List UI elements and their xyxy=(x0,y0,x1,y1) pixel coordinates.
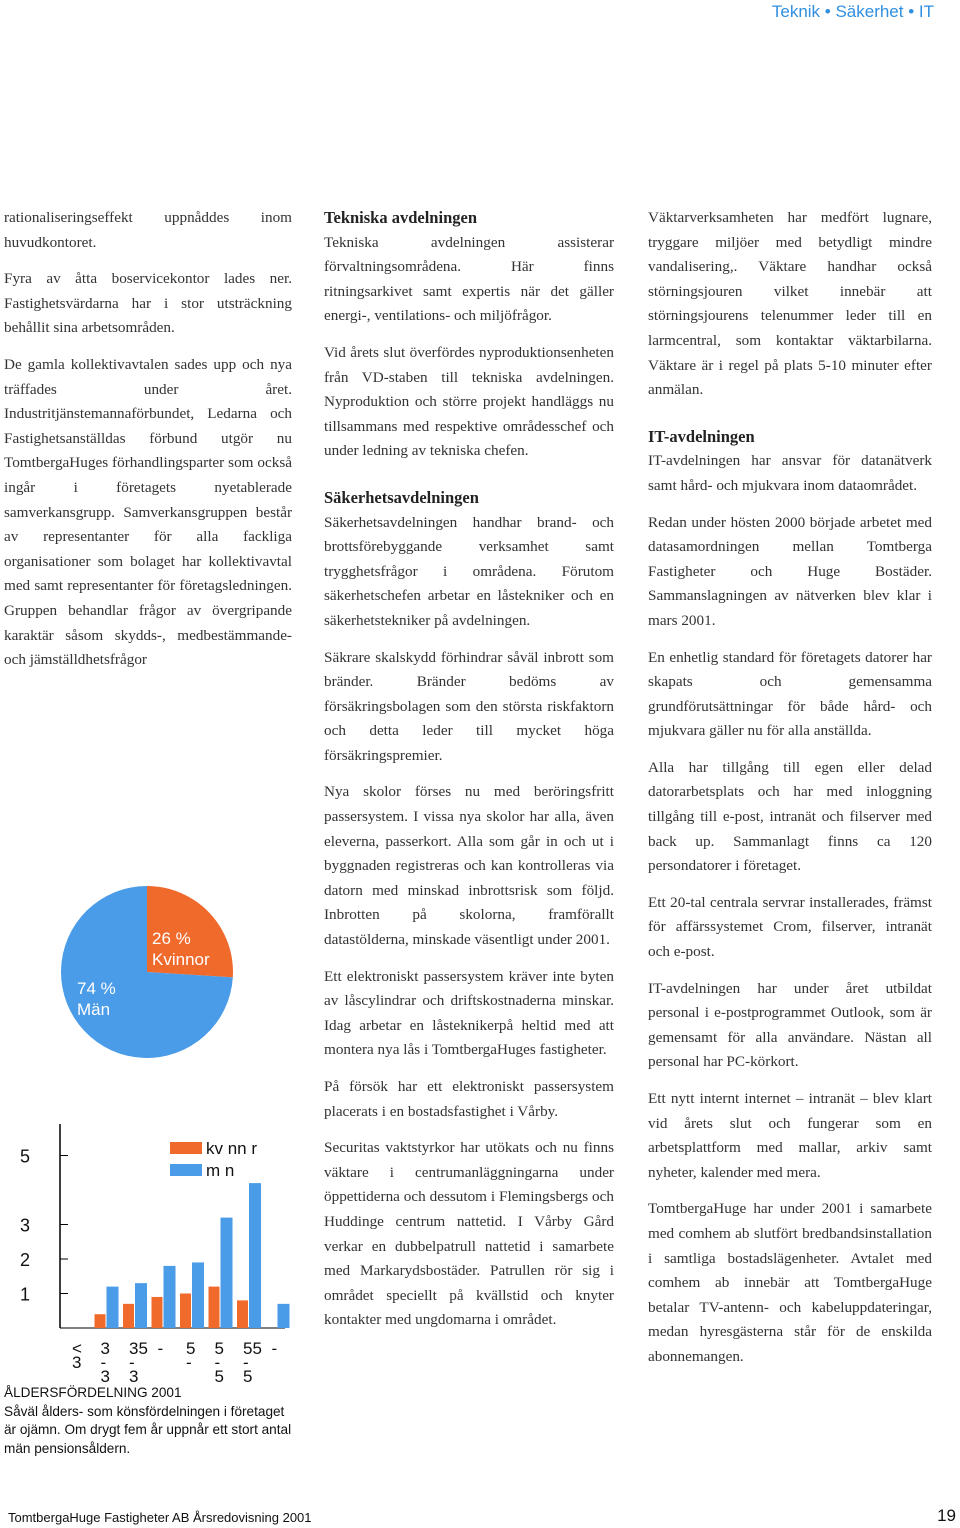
x-tick-label: - xyxy=(100,1353,107,1372)
x-tick-label: 3 xyxy=(72,1353,82,1372)
legend-swatch-men xyxy=(170,1164,202,1176)
bar-women xyxy=(95,1314,106,1328)
chart-caption-text: Såväl ålders- som könsfördelningen i företaget är ojämn. Om drygt fem år uppnår ett stort antal män pensionsåldern. xyxy=(4,1403,292,1456)
bar-women xyxy=(123,1304,134,1328)
paragraph: Fyra av åtta boservicekontor lades ner. Fastighetsvärdarna har i stor utsträckning behållit sina arbetsområden. xyxy=(4,270,292,337)
bar-men xyxy=(249,1183,261,1328)
bar-men xyxy=(135,1283,147,1328)
bar-men xyxy=(278,1304,290,1328)
section-nav: Teknik • Säkerhet • IT xyxy=(771,2,934,21)
page-number: 19 xyxy=(937,1506,956,1525)
pie-label-pct-women: 26 % xyxy=(152,929,191,948)
column-middle xyxy=(324,206,614,1345)
legend-label-men: m n xyxy=(206,1161,235,1180)
paragraph: Ett 20-tal centrala servrar installerades, främst för affärssystemet Crom, filserver, intranät och e-post. xyxy=(648,893,932,961)
paragraph: Ett nytt internt internet – intranät – blev klart vid årets slut och fungerar som en arbetsplattform med mallar, arkiv samt nyheter, kalender med mera. xyxy=(648,1090,932,1181)
x-tick-label: 5 xyxy=(186,1339,196,1358)
x-tick-label: 3 xyxy=(100,1339,110,1358)
heading-sakerhetsavdelningen: Säkerhetsavdelningen xyxy=(324,487,479,507)
paragraph: Nya skolor förses nu med beröringsfritt passersystem. I vissa nya skolor har alla, även eleverna, passerkort. Alla som går in och ut i byggnaden registreras och kan kontrolleras via datorn med minskad inbrottsrisk som följd. Inbrotten på skolorna, framförallt datastölderna, minskade väsentligt under 2001. xyxy=(324,783,614,949)
pie-label-name-women: Kvinnor xyxy=(152,950,210,969)
bar-men xyxy=(164,1266,176,1328)
gender-pie-chart xyxy=(50,884,240,1064)
column-left xyxy=(4,206,292,685)
bar-women xyxy=(237,1300,248,1328)
paragraph: En enhetlig standard för företagets datorer har skapats och gemensamma grundförutsättningar för både hård- och mjukvara gäller nu för alla anställda. xyxy=(648,648,932,740)
paragraph: Väktarverksamheten har medfört lugnare, tryggare miljöer med betydligt mindre vandalisering,. Väktare handhar också störningsjouren vilket innebär att störningsjourens telenummer leder till en larmcentral, som kontaktar väktarbilarna. Väktare är i regel på plats 5-10 minuter efter anmälan. xyxy=(648,209,932,399)
footer-company: TomtbergaHuge Fastigheter AB Årsredovisning 2001 xyxy=(8,1510,312,1525)
x-tick-label: < xyxy=(72,1339,82,1358)
pie-label-pct-men: 74 % xyxy=(77,979,116,998)
x-tick-label: 3 xyxy=(100,1367,110,1386)
bar-women xyxy=(209,1287,220,1328)
x-tick-label: 5 xyxy=(214,1339,224,1358)
bar-men xyxy=(192,1262,204,1328)
paragraph: Securitas vaktstyrkor har utökats och nu finns väktare i centrumanläggningarna under öppettiderna och dessutom i Flemingsbergs och Huddinge centrum nattetid. I Vårby Gård verkar en dubbelpatrull nattetid i samarbete med Markarydsbostäder. Patrullen rör sig i området speciellt på kvällstid och knyter kontakter med ungdomarna i området. xyxy=(324,1139,614,1329)
x-tick-label: - xyxy=(157,1339,164,1358)
bar-men xyxy=(221,1218,233,1328)
x-tick-label: 5 xyxy=(243,1367,253,1386)
paragraph: TomtbergaHuge har under 2001 i samarbete med comhem ab slutfört bredbandsinstallation i samtliga bostadslägenheter. Avtalet med comhem ab innebär att TomtbergaHuge betalar TV-antenn- och kabeluppdateringar, medan hyresgästerna står för de enskilda abonnemangen. xyxy=(648,1200,932,1365)
x-tick-label: 35 xyxy=(129,1339,148,1358)
age-bar-chart xyxy=(0,1120,300,1390)
paragraph: IT-avdelningen har under året utbildat personal i e-postprogrammet Outlook, som är gemensamt för alla användare. Nästan all personal har PC-körkort. xyxy=(648,979,932,1071)
bar-women xyxy=(180,1294,191,1329)
paragraph: Ett elektroniskt passersystem kräver inte byten av låscylindrar och driftskostnaderna minskar. Idag arbetar en låsteknikerpå heltid med att montera nya lås i TomtbergaHuges fastigheter. xyxy=(324,967,614,1059)
x-tick-label: 5 xyxy=(214,1367,224,1386)
x-tick-label: - xyxy=(214,1353,221,1372)
paragraph: IT-avdelningen har ansvar för datanätverk samt hård- och mjukvara inom dataområdet. xyxy=(648,452,932,494)
chart-caption xyxy=(4,1384,294,1458)
paragraph: Vid årets slut överfördes nyproduktionsenheten från VD-staben till tekniska avdelningen. Nyproduktion och större projekt handläggs nu tillsammans med respektive områdesschef och under ledning av tekniska chefen. xyxy=(324,343,614,460)
x-tick-label: - xyxy=(271,1339,278,1358)
y-tick-label: 1 xyxy=(20,1284,31,1305)
paragraph: Tekniska avdelningen assisterar förvaltningsområdena. Här finns ritningsarkivet samt expertis när det gäller energi-, ventilations- och miljöfrågor. xyxy=(324,233,614,325)
paragraph: De gamla kollektivavtalen sades upp och nya träffades under året. Industritjänstemannaförbundet, Ledarna och Fastighetsanställdas förbund utgör nu TomtbergaHuges förhandlingsparter som också ingår i företagets nyetablerade samverkansgrupp. Samverkansgruppen består av representanter för alla fackliga organisationer som bolaget har kollektivavtal med samt representanter för företagsledningen. Gruppen behandlar frågor av övergripande karaktär såsom skydds-, medbestämmande- och jämställdhetsfrågor xyxy=(4,355,292,669)
x-tick-label: - xyxy=(243,1353,249,1372)
paragraph: Säkrare skalskydd förhindrar såväl inbrott som bränder. Bränder bedöms av försäkringsbolagen som den största riskfaktorn och detta leder till mycket höga försäkringspremier. xyxy=(324,648,614,764)
x-tick-label: - xyxy=(129,1353,135,1372)
heading-it-avdelningen: IT-avdelningen xyxy=(648,426,755,446)
bar-women xyxy=(152,1297,163,1328)
heading-tekniska-avdelningen: Tekniska avdelningen xyxy=(324,208,477,227)
y-tick-label: 3 xyxy=(20,1215,31,1236)
legend-label-women: kv nn r xyxy=(206,1139,258,1158)
paragraph: Alla har tillgång till egen eller delad datorarbetsplats och har med inloggning tillgång till e-post, intranät och filserver med back up. Sammanlagt finns ca 120 persondatorer i företaget. xyxy=(648,758,932,875)
x-tick-label: 55 xyxy=(243,1339,262,1358)
paragraph: Redan under hösten 2000 började arbetet med datasamordningen mellan Tomtberga Fastigheter och Huge Bostäder. Sammanslagningen av nätverken blev klar i mars 2001. xyxy=(648,513,932,629)
legend-swatch-women xyxy=(170,1142,202,1154)
paragraph: På försök har ett elektroniskt passersystem placerats i en bostadsfastighet i Vårby. xyxy=(324,1078,614,1120)
bar-men xyxy=(107,1287,119,1328)
chart-caption-title: ÅLDERSFÖRDELNING 2001 xyxy=(4,1385,182,1400)
pie-label-name-men: Män xyxy=(77,1000,111,1019)
paragraph: Säkerhetsavdelningen handhar brand- och brottsförebyggande verksamhet samt trygghetsfrågor i områdena. Förutom säkerhetschefen arbetar en låstekniker och en säkerhetstekniker på avdelningen. xyxy=(324,513,614,629)
column-right xyxy=(648,206,932,1382)
y-tick-label: 5 xyxy=(20,1146,31,1167)
paragraph: rationaliseringseffekt uppnåddes inom huvudkontoret. xyxy=(4,209,292,251)
y-tick-label: 2 xyxy=(20,1250,31,1270)
x-tick-label: 3 xyxy=(129,1367,139,1386)
x-tick-label: - xyxy=(186,1353,192,1372)
